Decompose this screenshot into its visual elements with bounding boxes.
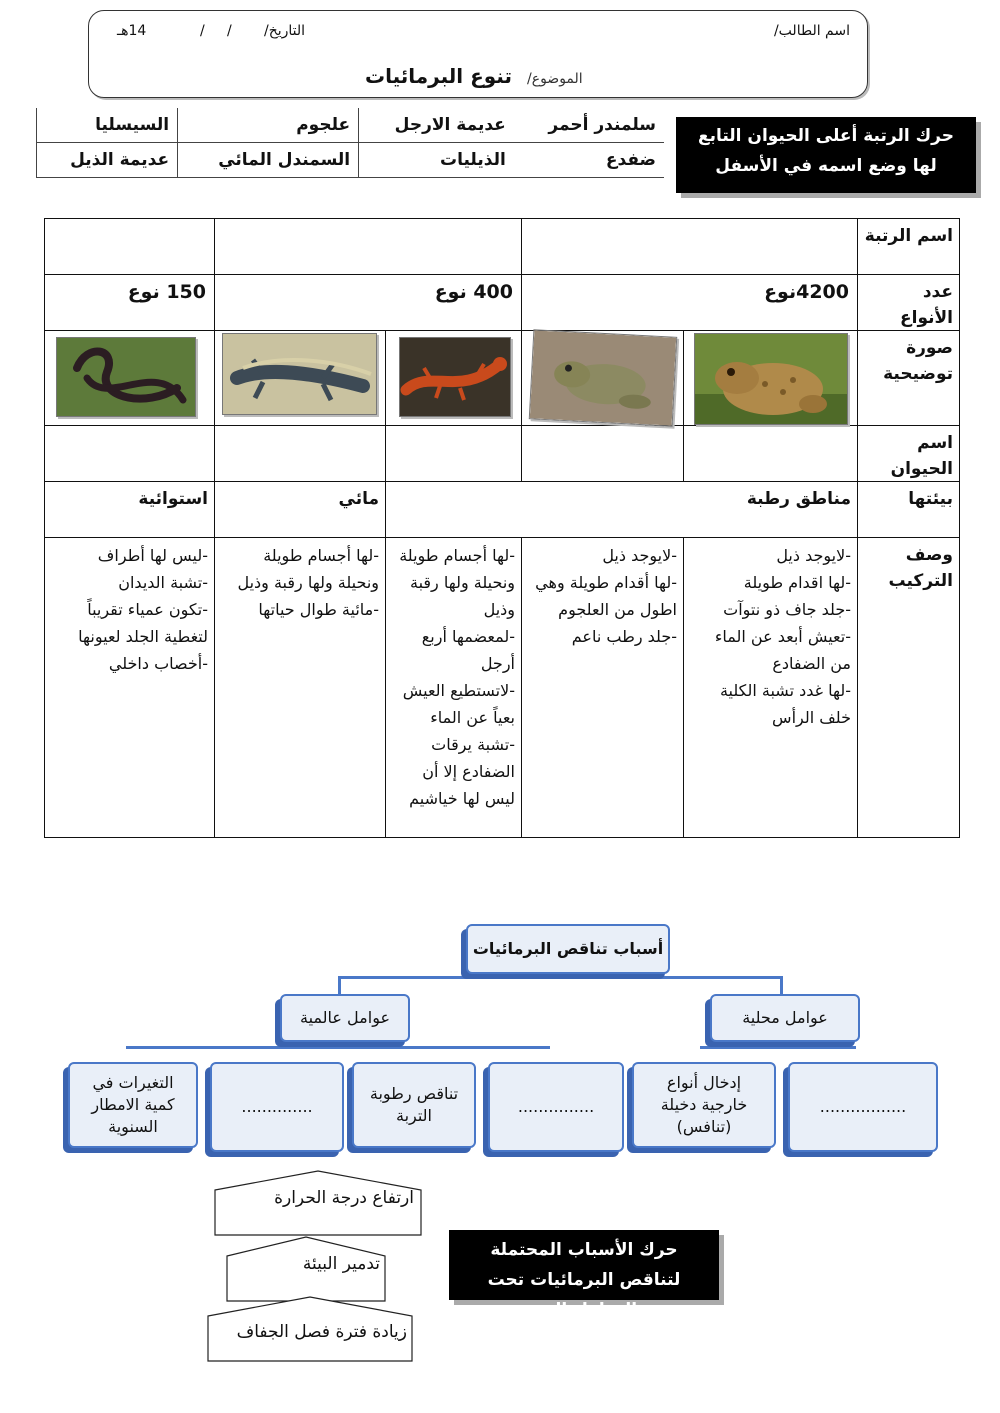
habitat-newt: مائي bbox=[214, 481, 386, 538]
leaf-soil-moisture: تناقص رطوبة التربة bbox=[352, 1062, 476, 1148]
drag-item-temperature[interactable] bbox=[214, 1170, 422, 1236]
species-count-anura: 4200نوع bbox=[521, 274, 858, 331]
word-caecilian[interactable]: السيسليا bbox=[37, 108, 178, 143]
red-salamander-photo bbox=[399, 337, 511, 417]
connector-global bbox=[338, 976, 341, 994]
order-drop-caudata[interactable] bbox=[214, 218, 522, 275]
header-habitat: بيئتها bbox=[857, 481, 960, 538]
leaf-global-blank-2[interactable]: .............. bbox=[210, 1062, 344, 1152]
root-node: أسباب تناقص البرمائيات bbox=[466, 924, 670, 974]
word-caudata[interactable]: الذيليات bbox=[359, 143, 514, 178]
student-name-label: اسم الطالب/ bbox=[773, 23, 850, 39]
word-frog[interactable]: ضفدع bbox=[514, 143, 664, 178]
header-animal-name: اسم الحيوان bbox=[857, 425, 960, 482]
instruction-move-causes: حرك الأسباب المحتملة لتناقص البرمائيات تحت العوامل التي bbox=[449, 1230, 719, 1300]
leaf-local-blank[interactable]: ................. bbox=[788, 1062, 938, 1152]
header-picture: صورة توضيحية bbox=[857, 330, 960, 426]
date-slashes: / / bbox=[200, 23, 232, 39]
header-species-count: عدد الأنواع bbox=[857, 274, 960, 331]
connector-local-leaves bbox=[700, 1046, 856, 1049]
word-anura[interactable]: عديمة الذيل bbox=[37, 143, 178, 178]
local-factors-node: عوامل محلية bbox=[710, 994, 860, 1042]
header-structure: وصف التركيب bbox=[857, 537, 960, 838]
hijri-year: 14هـ bbox=[117, 23, 147, 39]
animal-drop-4[interactable] bbox=[214, 425, 386, 482]
leaf-global-blank-1[interactable]: ............... bbox=[488, 1062, 624, 1152]
description-salamander: -لها أجسام طويلة ونحيلة ولها رقبة وذيل -لمعضمها أربع أرجل -لاتستطيع العيش بعياً عن الماء -تشبة يرقات الضفادع إلا أن ليس لها خياشيم bbox=[385, 537, 522, 838]
header-order-name: اسم الرتبة bbox=[857, 218, 960, 275]
description-caecilian: -ليس لها أطراف -تشبة الديدان -تكون عمياء تقريباً لتغطية الجلد لعيونها -أخصاب داخلي bbox=[44, 537, 215, 838]
date-label: التاريخ/ bbox=[264, 23, 306, 39]
animal-drop-1[interactable] bbox=[683, 425, 858, 482]
description-frog: -لايوجد ذيل -لها أقدام طويلة وهي اطول من العلجوم -جلد رطب ناعم bbox=[521, 537, 684, 838]
description-toad: -لايوجد ذيل -لها اقدام طويلة -جلد جاف ذو نتوآت -تعيش أبعد عن الماء من الضفادع -لها غدد تشبة الكلية خلف الرأس bbox=[683, 537, 858, 838]
order-drop-apoda[interactable] bbox=[44, 218, 215, 275]
order-drop-anura[interactable] bbox=[521, 218, 858, 275]
word-bank bbox=[36, 108, 664, 178]
drag-item-habitat-label: تدمير البيئة bbox=[302, 1254, 380, 1274]
instruction-move-order: حرك الرتبة أعلى الحيوان التابع لها وضع اسمه في الأسفل bbox=[676, 117, 976, 193]
drag-item-habitat-destruction[interactable] bbox=[226, 1236, 386, 1302]
drag-item-drought[interactable] bbox=[207, 1296, 413, 1362]
caecilian-photo bbox=[56, 337, 196, 417]
toad-photo bbox=[694, 333, 848, 425]
habitat-anura: مناطق رطبة bbox=[385, 481, 858, 538]
animal-drop-3[interactable] bbox=[385, 425, 522, 482]
species-count-apoda: 150 نوع bbox=[44, 274, 215, 331]
connector-local bbox=[780, 976, 783, 994]
drag-item-drought-label: زيادة فترة فصل الجفاف bbox=[236, 1322, 407, 1342]
animal-drop-5[interactable] bbox=[44, 425, 215, 482]
animal-drop-2[interactable] bbox=[521, 425, 684, 482]
leaf-invasive-species: إدخال أنواع خارجية دخيلة (تنافس) bbox=[632, 1062, 776, 1148]
word-newt[interactable]: السمندل المائي bbox=[178, 143, 359, 178]
global-factors-node: عوامل عالمية bbox=[280, 994, 410, 1042]
species-count-caudata: 400 نوع bbox=[214, 274, 522, 331]
word-toad[interactable]: علجوم bbox=[178, 108, 359, 143]
newt-photo bbox=[222, 333, 377, 415]
subject-label: الموضوع/ bbox=[527, 71, 583, 87]
word-red-salamander[interactable]: سلمندر أحمر bbox=[514, 108, 664, 143]
description-newt: -لها أجسام طويلة ونحيلة ولها رقبة وذيل -مائية طوال حياتها bbox=[214, 537, 386, 838]
drag-item-temperature-label: ارتفاع درجة الحرارة bbox=[274, 1188, 414, 1208]
connector-top bbox=[338, 976, 782, 979]
frog-photo bbox=[529, 329, 678, 426]
habitat-caecilian: استوائية bbox=[44, 481, 215, 538]
leaf-rainfall-changes: التغيرات في كمية الامطار السنوية bbox=[68, 1062, 198, 1148]
word-apoda[interactable]: عديمة الارجل bbox=[359, 108, 514, 143]
page-title: تنوع البرمائيات bbox=[365, 64, 512, 88]
connector-global-leaves bbox=[126, 1046, 550, 1049]
